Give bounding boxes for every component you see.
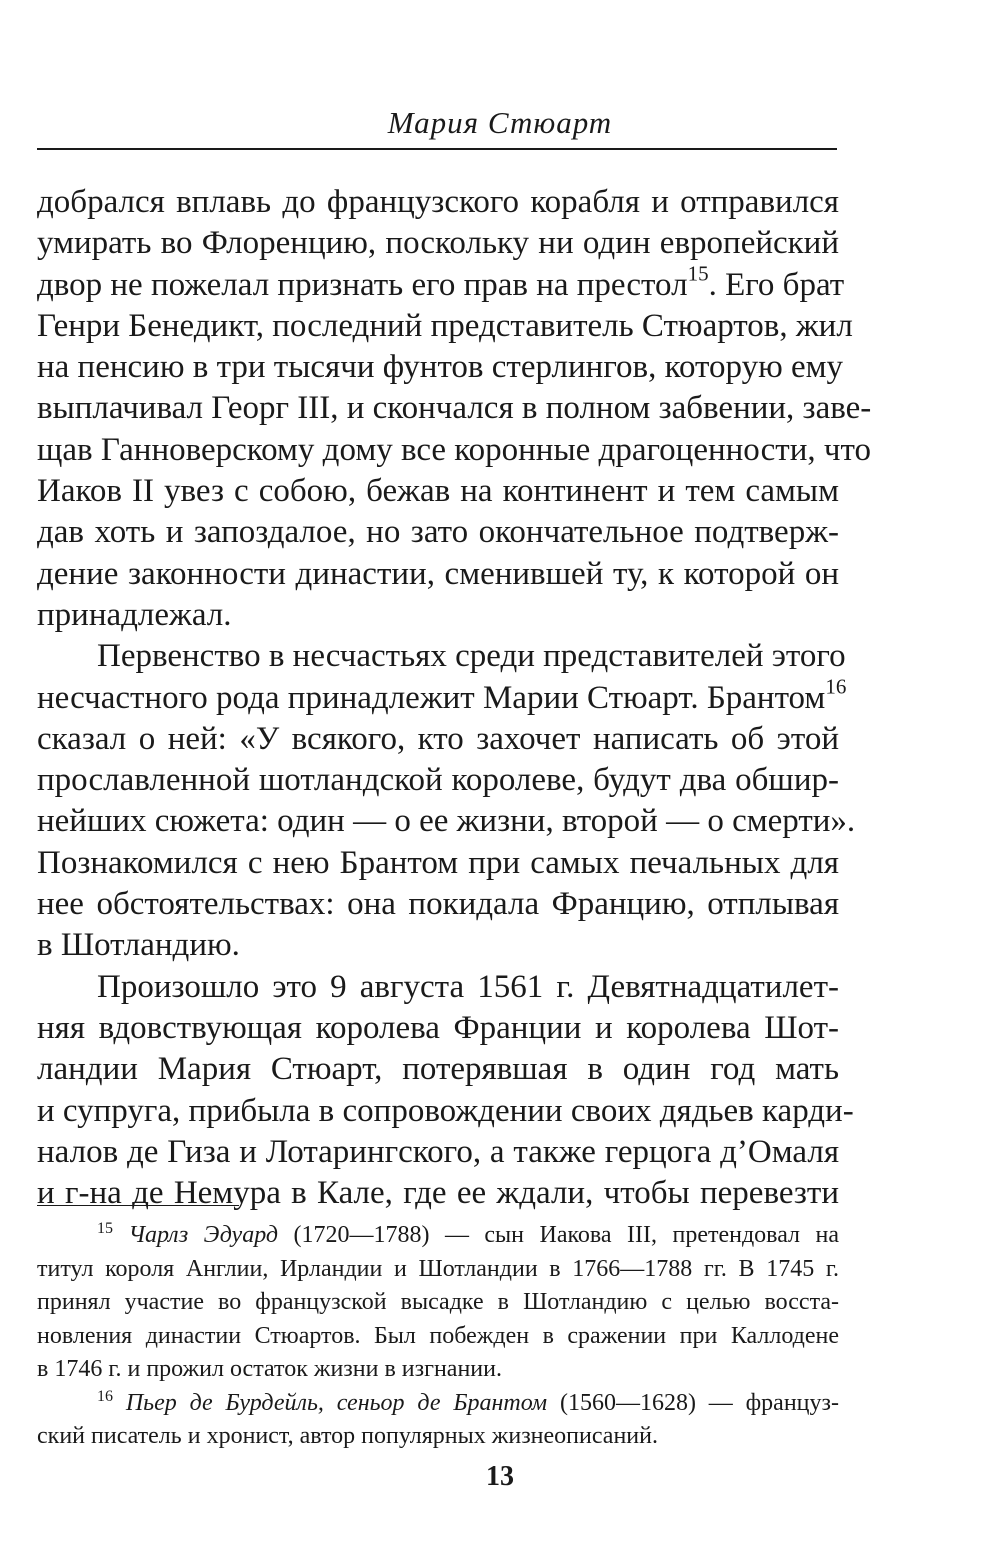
- text-line: в Шотландию.: [37, 927, 240, 964]
- text-line: Познакомился с нею Брантом при самых печальных для: [37, 844, 839, 881]
- text-line: Иаков II увез с собою, бежав на континент и тем самым: [37, 473, 839, 510]
- text-line: дение законности династии, сменившей ту, к которой он: [37, 555, 839, 592]
- body-text: [37, 182, 872, 1214]
- text-line: выплачивал Георг III, и скончался в полном забвении, заве-: [37, 390, 872, 427]
- text-line: и супруга, прибыла в сопровождении своих дядьев карди-: [37, 1092, 854, 1129]
- text-line: дав хоть и запоздалое, но зато окончательное подтверж-: [37, 514, 839, 551]
- footnote-text: (1720—1788) — сын Иакова III, претендовал на: [278, 1222, 839, 1248]
- text-line: налов де Гиза и Лотарингского, а также герцога д’Омаля: [37, 1133, 839, 1170]
- footnote-line: [37, 1387, 839, 1421]
- text-segment: двор не пожелал признать его прав на престол: [37, 266, 688, 303]
- footnote-number: 15: [97, 1220, 113, 1238]
- text-line: принадлежал.: [37, 596, 232, 633]
- text-line: на пенсию в три тысячи фунтов стерлингов, которую ему: [37, 349, 844, 386]
- footnote-ref-15: 15: [687, 260, 709, 285]
- footnotes: [37, 1219, 839, 1454]
- footnote-line: ский писатель и хронист, автор популярных жизнеописаний.: [37, 1423, 658, 1449]
- text-line: прославленной шотландской королеве, будут два обшир-: [37, 762, 839, 799]
- footnote-ref-16: 16: [825, 673, 847, 698]
- text-line: сказал о ней: «У всякого, кто захочет написать об этой: [37, 720, 839, 757]
- footnote-line: [37, 1219, 839, 1253]
- footnote-number: 16: [97, 1387, 113, 1405]
- footnote-line: в 1746 г. и прожил остаток жизни в изгнании.: [37, 1356, 502, 1382]
- footnote-line: титул короля Англии, Ирландии и Шотландии в 1766—1788 гг. В 1745 г.: [37, 1255, 839, 1282]
- page-number: 13: [486, 1461, 514, 1492]
- footnote-name: Пьер де Бурдейль, сеньор де Брантом: [125, 1389, 548, 1416]
- text-line: ландии Мария Стюарт, потерявшая в один год мать: [37, 1051, 839, 1088]
- text-line: добрался вплавь до французского корабля и отправился: [37, 184, 839, 220]
- text-line: и г-на де Немура в Кале, где ее ждали, чтобы перевезти: [37, 1175, 839, 1212]
- text-line: нейших сюжета: один — о ее жизни, второй — о смерти».: [37, 803, 856, 840]
- footnote-text: (1560—1628) — францyз-: [547, 1389, 839, 1416]
- text-segment: несчастного рода принадлежит Марии Стюарт. Брантом: [37, 679, 826, 716]
- text-line: щав Ганноверскому дому все коронные драгоценности, что: [37, 431, 871, 468]
- text-line: [37, 260, 845, 306]
- footnote-line: новления династии Стюартов. Был побежден в сражении при Каллодене: [37, 1322, 839, 1349]
- footnote-rule: [37, 1205, 239, 1206]
- text-segment: . Его брат: [708, 266, 845, 303]
- text-line: Генри Бенедикт, последний представитель Стюартов, жил: [37, 307, 853, 344]
- text-line: няя вдовствующая королева Франции и королева Шот-: [37, 1009, 839, 1046]
- text-line: [37, 673, 847, 719]
- text-line: Произошло это 9 августа 1561 г. Девятнадцатилет-: [97, 968, 839, 1005]
- footnote-line: принял участие во французской высадке в Шотландию с целью восста-: [37, 1289, 839, 1315]
- footnote-name: Чарлз Эдуард: [128, 1222, 279, 1248]
- text-line: нее обстоятельствах: она покидала Францию, отплывая: [37, 886, 839, 923]
- running-header-title: Мария Стюарт: [387, 105, 613, 140]
- header-rule: [37, 148, 837, 150]
- text-line: умирать во Флоренцию, поскольку ни один европейский: [37, 225, 839, 262]
- text-line: Первенство в несчастьях среди представителей этого: [97, 638, 846, 675]
